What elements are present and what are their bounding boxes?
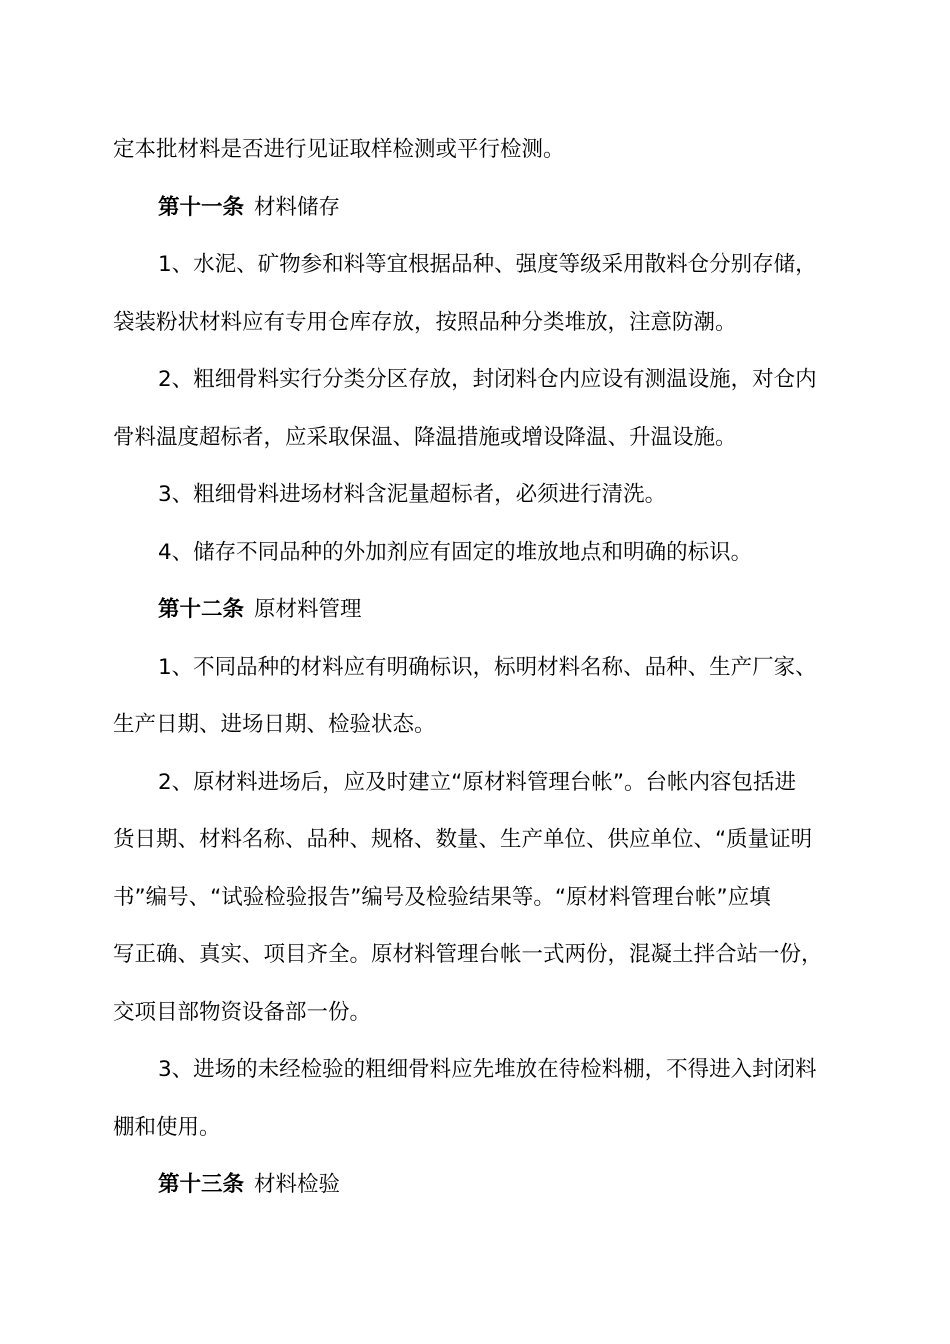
article-heading xyxy=(158,592,362,628)
paragraph-line: 写正确、真实、项目齐全。原材料管理台帐一式两份，混凝土拌合站一份， xyxy=(113,942,823,967)
paragraph-line: 1、水泥、矿物参和料等宜根据品种、强度等级采用散料仓分别存储， xyxy=(158,252,817,277)
article-number: 第十一条 xyxy=(158,195,245,220)
article-number: 第十三条 xyxy=(158,1172,245,1197)
article-title: 材料检验 xyxy=(254,1172,341,1197)
paragraph-line: 定本批材料是否进行见证取样检测或平行检测。 xyxy=(113,137,565,162)
paragraph-line: 生产日期、进场日期、检验状态。 xyxy=(113,712,436,737)
paragraph-line: 3、进场的未经检验的粗细骨料应先堆放在待检料棚，不得进入封闭料 xyxy=(158,1057,817,1082)
paragraph-line: 4、储存不同品种的外加剂应有固定的堆放地点和明确的标识。 xyxy=(158,540,753,565)
paragraph-line: 书”编号、“试验检验报告”编号及检验结果等。“原材料管理台帐”应填 xyxy=(113,885,771,910)
paragraph-line: 2、原材料进场后，应及时建立“原材料管理台帐”。台帐内容包括进 xyxy=(158,770,796,795)
paragraph-line: 1、不同品种的材料应有明确标识，标明材料名称、品种、生产厂家、 xyxy=(158,655,817,680)
article-heading xyxy=(158,1167,340,1203)
paragraph-line: 货日期、材料名称、品种、规格、数量、生产单位、供应单位、“质量证明 xyxy=(113,827,813,852)
paragraph-line: 棚和使用。 xyxy=(113,1115,221,1140)
paragraph-line: 3、粗细骨料进场材料含泥量超标者，必须进行清洗。 xyxy=(158,482,667,507)
paragraph-line: 袋装粉状材料应有专用仓库存放，按照品种分类堆放，注意防潮。 xyxy=(113,310,737,335)
article-title: 材料储存 xyxy=(254,195,341,220)
paragraph-line: 2、粗细骨料实行分类分区存放，封闭料仓内应设有测温设施，对仓内 xyxy=(158,367,817,392)
paragraph-line: 交项目部物资设备部一份。 xyxy=(113,1000,372,1025)
article-title: 原材料管理 xyxy=(254,597,362,622)
article-number: 第十二条 xyxy=(158,597,245,622)
article-heading xyxy=(158,190,340,226)
paragraph-line: 骨料温度超标者，应采取保温、降温措施或增设降温、升温设施。 xyxy=(113,425,737,450)
